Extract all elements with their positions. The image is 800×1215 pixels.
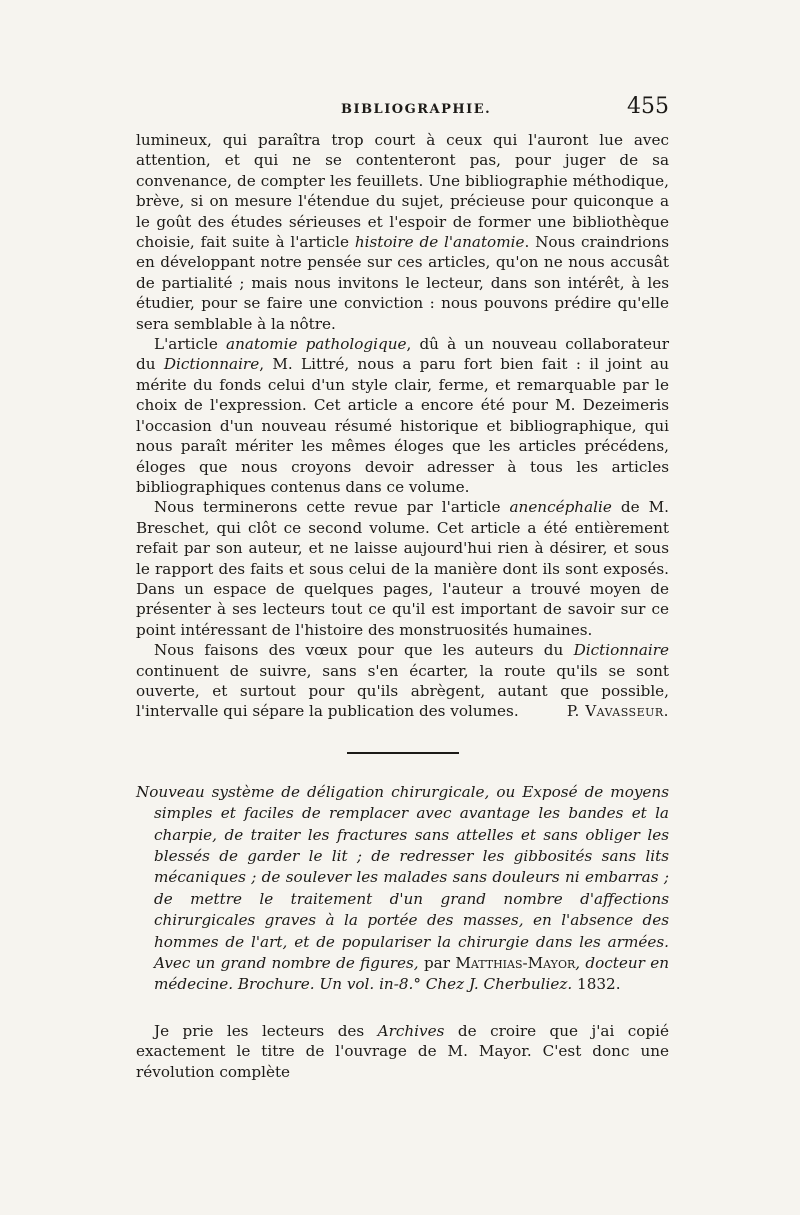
journal-title: Archives [377, 1021, 445, 1040]
paragraph-3: Nous terminerons cette revue par l'article anencéphalie de M. Breschet, qui clôt ce second volume. Cet article a été entièrement refait par son auteur, et ne laisse aujourd'hui rien à désirer, et sous le rapport des faits et sous celui de la manière dont ils sont exposés. Dans un espace de quelques pages, l'auteur a trouvé moyen de présenter à ses lecteurs tout ce qu'il est important de savoir sur ce point intéressant de l'histoire des monstruosités humaines. [136, 498, 669, 639]
running-head: BIBLIOGRAPHIE. [341, 102, 492, 117]
page-header [136, 94, 669, 124]
paragraph-4: Nous faisons des vœux pour que les auteurs du Dictionnaire continuent de suivre, sans s'en écarter, la route qu'ils se sont ouverte, et surtout pour qu'ils abrègent, autant que possible, l'intervalle qui sépare la publication des volumes. P. Vavasseur. [136, 641, 669, 721]
article-title: histoire de l'anatomie [354, 233, 525, 252]
article-title: anencéphalie [509, 498, 612, 517]
review-title: Nouveau système de déligation chirurgicale, ou Exposé de moyens simples et faciles de remplacer avec avantage les bandes et la charpie, de traiter les fractures sans attelles et sans obliger les blessés de garder le lit ; de redresser les gibbosités sans lits mécaniques ; de soulever les malades sans douleurs ni embarras ; de mettre le traitement d'un grand nombre d'affections chirurgicales graves à la portée des masses, en l'absence des hommes de l'art, et de populariser la chirurgie dans les armées. Avec un grand nombre de figures, par Matthias-Mayor, docteur en médecine. Brochure. Un vol. in-8.° Chez J. Cherbuliez. 1832. [136, 782, 669, 994]
work-title: Dictionnaire [163, 355, 260, 374]
review-author: Matthias-Mayor [455, 954, 576, 973]
text-block [136, 130, 669, 1082]
article-title: anatomie pathologique [226, 335, 407, 354]
page-number: 455 [627, 94, 669, 119]
section-divider [347, 752, 459, 754]
paragraph-1: lumineux, qui paraîtra trop court à ceux qui l'auront lue avec attention, et qui ne se contenteront pas, pour juger de sa convenance, de compter les feuillets. Une bibliographie méthodique, brève, si on mesure l'étendue du sujet, précieuse pour quiconque a le goût des études sérieuses et l'espoir de former une bibliothèque choisie, fait suite à l'article histoire de l'anatomie. Nous craindrions en développant notre pensée sur ces articles, qu'on ne nous accusât de partialité ; mais nous invitons le lecteur, dans son intérêt, à les étudier, pour se faire une conviction : nous pouvons prédire qu'elle sera semblable à la nôtre. [136, 131, 669, 333]
paragraph-2: L'article anatomie pathologique, dû à un nouveau collaborateur du Dictionnaire, M. Littré, nous a paru fort bien fait : il joint au mérite du fonds celui d'un style clair, ferme, et remarquable par le choix de l'expression. Cet article a encore été pour M. Dezeimeris l'occasion d'un nouveau résumé historique et bibliographique, qui nous paraît mériter les mêmes éloges que les articles précédens, éloges que nous croyons devoir adresser à tous les articles bibliographiques contenus dans ce volume. [136, 335, 670, 496]
review-paragraph: Je prie les lecteurs des Archives de croire que j'ai copié exactement le titre de l'ouvrage de M. Mayor. C'est donc une révolution complète [136, 1021, 669, 1081]
work-title: Dictionnaire [573, 641, 669, 660]
author-signature: P. Vavasseur. [566, 702, 669, 721]
